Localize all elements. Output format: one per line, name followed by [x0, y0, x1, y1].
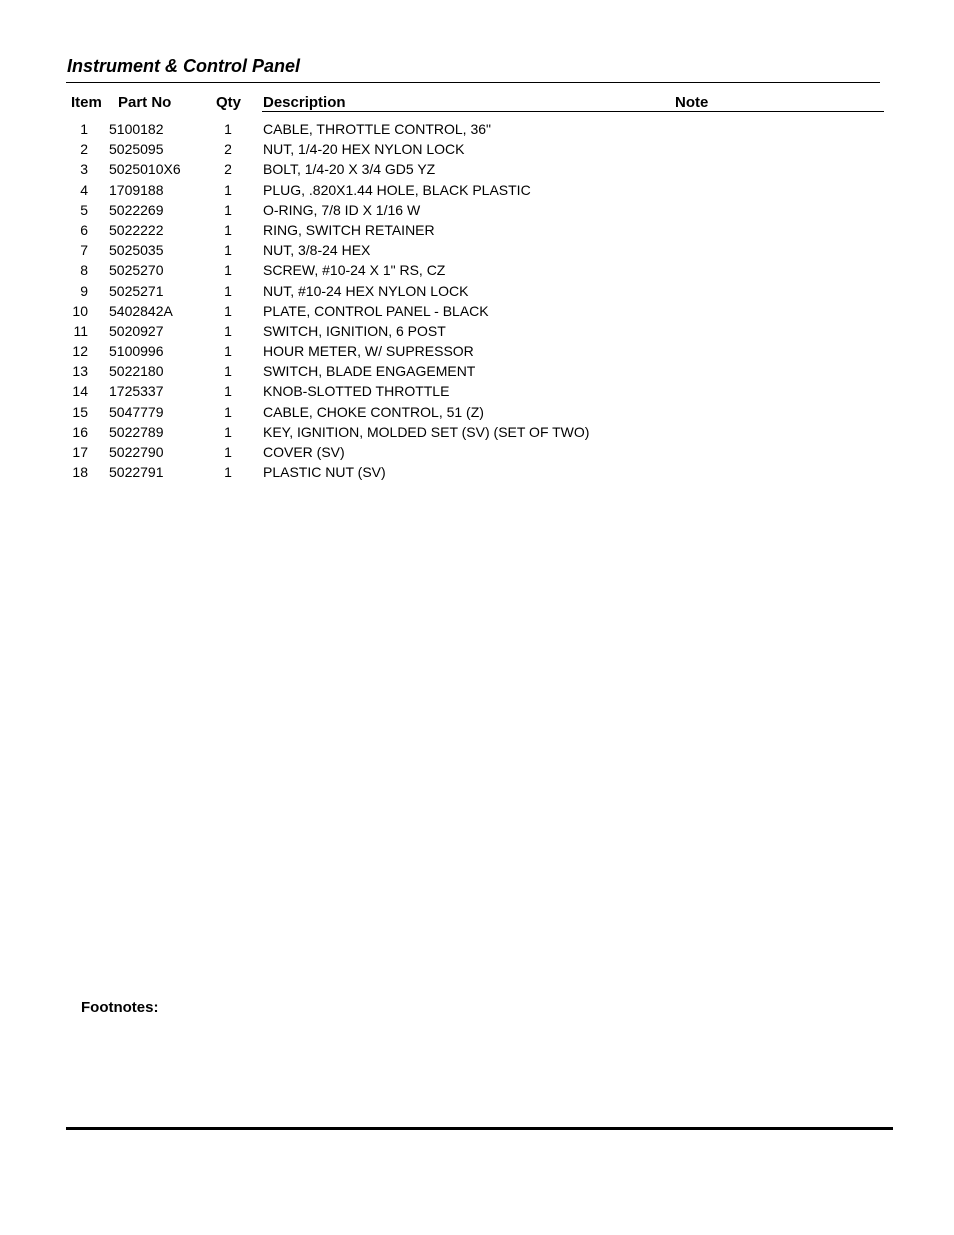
description-cell: NUT, #10-24 HEX NYLON LOCK [263, 282, 469, 299]
footnotes-label: Footnotes: [81, 999, 159, 1016]
item-cell: 4 [80, 181, 88, 198]
part-no-cell: 5022789 [109, 423, 164, 440]
part-no-cell: 5100996 [109, 343, 164, 360]
description-cell: PLUG, .820X1.44 HOLE, BLACK PLASTIC [263, 181, 531, 198]
description-cell: HOUR METER, W/ SUPRESSOR [263, 343, 474, 360]
qty-cell: 1 [224, 322, 232, 339]
part-no-cell: 5025271 [109, 282, 164, 299]
description-cell: SCREW, #10-24 X 1" RS, CZ [263, 262, 446, 279]
part-no-cell: 5025095 [109, 141, 164, 158]
table-row [0, 222, 954, 242]
qty-cell: 1 [224, 181, 232, 198]
qty-cell: 1 [224, 343, 232, 360]
description-cell: O-RING, 7/8 ID X 1/16 W [263, 201, 421, 218]
column-header-qty: Qty [216, 94, 242, 111]
qty-cell: 1 [224, 464, 232, 481]
qty-cell: 1 [224, 221, 232, 238]
part-no-cell: 5022791 [109, 464, 164, 481]
column-header-part-no: Part No [118, 94, 172, 111]
item-cell: 9 [80, 282, 88, 299]
qty-cell: 1 [224, 262, 232, 279]
part-no-cell: 5022180 [109, 363, 164, 380]
description-cell: CABLE, THROTTLE CONTROL, 36" [263, 121, 491, 137]
part-no-cell: 5100182 [109, 121, 164, 137]
table-row [0, 343, 954, 363]
bottom-divider [66, 1127, 893, 1130]
page-title: Instrument & Control Panel [67, 56, 301, 76]
part-no-cell: 5402842A [109, 302, 173, 319]
parts-table-body [0, 121, 954, 484]
description-cell: KEY, IGNITION, MOLDED SET (SV) (SET OF TWO) [263, 423, 590, 440]
part-no-cell: 5022222 [109, 221, 164, 238]
description-cell: KNOB-SLOTTED THROTTLE [263, 383, 450, 400]
qty-cell: 1 [224, 302, 232, 319]
title-divider [66, 82, 880, 83]
table-row [0, 323, 954, 343]
table-row [0, 242, 954, 262]
description-cell: BOLT, 1/4-20 X 3/4 GD5 YZ [263, 161, 436, 178]
column-header-description: Description [263, 94, 346, 111]
item-cell: 17 [72, 444, 88, 460]
part-no-cell: 1725337 [109, 383, 164, 400]
table-row [0, 424, 954, 444]
description-cell: PLATE, CONTROL PANEL - BLACK [263, 302, 489, 319]
qty-cell: 1 [224, 444, 232, 460]
description-cell: RING, SWITCH RETAINER [263, 221, 435, 238]
table-row [0, 121, 954, 141]
table-row [0, 262, 954, 282]
table-row [0, 363, 954, 383]
table-row [0, 283, 954, 303]
part-no-cell: 5022790 [109, 444, 164, 460]
item-cell: 14 [72, 383, 88, 400]
part-no-cell: 5025010X6 [109, 161, 181, 178]
part-no-cell: 1709188 [109, 181, 164, 198]
description-cell: NUT, 3/8-24 HEX [263, 242, 371, 259]
item-cell: 18 [72, 464, 88, 481]
part-no-cell: 5025035 [109, 242, 164, 259]
qty-cell: 1 [224, 423, 232, 440]
table-row [0, 464, 954, 484]
column-header-item: Item [71, 94, 102, 111]
item-cell: 12 [72, 343, 88, 360]
qty-cell: 1 [224, 403, 232, 420]
table-row [0, 383, 954, 403]
table-row [0, 404, 954, 424]
item-cell: 10 [72, 302, 88, 319]
item-cell: 16 [72, 423, 88, 440]
qty-cell: 1 [224, 363, 232, 380]
part-no-cell: 5020927 [109, 322, 164, 339]
item-cell: 5 [80, 201, 88, 218]
qty-cell: 1 [224, 383, 232, 400]
table-row [0, 202, 954, 222]
table-row [0, 444, 954, 464]
header-divider [262, 111, 884, 112]
item-cell: 2 [80, 141, 88, 158]
table-row [0, 182, 954, 202]
description-cell: PLASTIC NUT (SV) [263, 464, 386, 481]
description-cell: NUT, 1/4-20 HEX NYLON LOCK [263, 141, 465, 158]
item-cell: 15 [72, 403, 88, 420]
part-no-cell: 5025270 [109, 262, 164, 279]
item-cell: 3 [80, 161, 88, 178]
item-cell: 8 [80, 262, 88, 279]
description-cell: SWITCH, IGNITION, 6 POST [263, 322, 446, 339]
item-cell: 1 [80, 121, 88, 137]
item-cell: 7 [80, 242, 88, 259]
table-row [0, 141, 954, 161]
qty-cell: 2 [224, 141, 232, 158]
item-cell: 11 [73, 322, 88, 339]
column-header-note: Note [675, 94, 709, 111]
part-no-cell: 5022269 [109, 201, 164, 218]
qty-cell: 1 [224, 121, 232, 137]
qty-cell: 1 [224, 282, 232, 299]
qty-cell: 2 [224, 161, 232, 178]
qty-cell: 1 [224, 201, 232, 218]
item-cell: 13 [72, 363, 88, 380]
item-cell: 6 [80, 221, 88, 238]
qty-cell: 1 [224, 242, 232, 259]
description-cell: COVER (SV) [263, 444, 345, 460]
description-cell: SWITCH, BLADE ENGAGEMENT [263, 363, 476, 380]
table-row [0, 161, 954, 181]
table-row [0, 303, 954, 323]
part-no-cell: 5047779 [109, 403, 164, 420]
table-header [0, 94, 954, 112]
description-cell: CABLE, CHOKE CONTROL, 51 (Z) [263, 403, 484, 420]
